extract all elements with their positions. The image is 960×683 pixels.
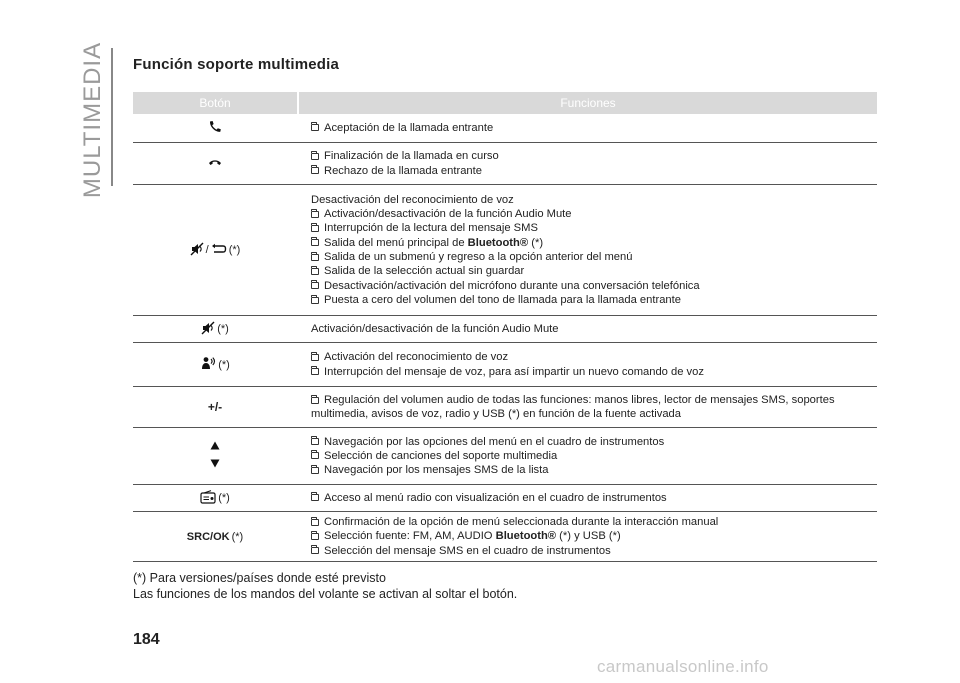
table-row	[133, 428, 877, 485]
function-item	[311, 529, 877, 543]
button-cell	[133, 143, 297, 184]
function-text: Navegación por los mensajes SMS de la lista	[324, 464, 549, 477]
function-item	[311, 393, 877, 422]
button-label	[190, 242, 241, 259]
button-cell	[133, 343, 297, 386]
bullet-icon	[311, 354, 319, 361]
bullet-icon	[311, 533, 319, 540]
function-text: Interrupción de la lectura del mensaje SMS	[324, 222, 538, 235]
page-title: Función soporte multimedia	[133, 56, 340, 73]
function-item	[311, 515, 877, 529]
function-text: Selección de canciones del soporte multimedia	[324, 449, 558, 462]
functions-cell	[297, 428, 877, 484]
functions-cell	[297, 143, 877, 184]
function-item	[311, 250, 877, 264]
table-row	[133, 143, 877, 185]
functions-cell	[297, 114, 877, 142]
button-label	[187, 531, 243, 543]
function-item	[311, 207, 877, 221]
function-item	[311, 193, 877, 207]
table-row	[133, 185, 877, 316]
function-item	[311, 544, 877, 558]
button-label	[201, 321, 229, 338]
bullet-icon	[311, 467, 319, 474]
arrow-up-icon	[210, 441, 220, 453]
section-side-label: MULTIMEDIA	[79, 41, 107, 199]
table-row	[133, 387, 877, 428]
bullet-icon	[311, 254, 319, 261]
function-text: Navegación por las opciones del menú en el cuadro de instrumentos	[324, 435, 665, 448]
function-item	[311, 293, 877, 307]
function-text: Activación/desactivación de la función Audio Mute	[311, 322, 559, 335]
button-label	[208, 120, 222, 137]
header-functions: Funciones	[560, 96, 616, 110]
page-number: 184	[133, 631, 160, 648]
separator: /	[205, 244, 209, 256]
bullet-icon	[311, 297, 319, 304]
function-text: Activación del reconocimiento de voz	[324, 351, 509, 364]
function-item	[311, 491, 877, 505]
function-item	[311, 236, 877, 250]
bullet-icon	[311, 167, 319, 174]
button-cell	[133, 316, 297, 342]
button-name: +/-	[207, 400, 223, 414]
table-row	[133, 512, 877, 562]
table-row	[133, 343, 877, 387]
bullet-icon	[311, 368, 319, 375]
header-button: Botón	[133, 92, 299, 114]
footnotes	[133, 570, 517, 602]
watermark: carmanualsonline.info	[597, 657, 769, 676]
bullet-icon	[311, 494, 319, 501]
bluetooth-brand: Bluetooth®	[495, 530, 557, 543]
function-item	[311, 164, 877, 178]
bluetooth-brand: Bluetooth®	[467, 236, 529, 249]
bullet-icon	[311, 225, 319, 232]
function-text: Desactivación del reconocimiento de voz	[311, 193, 514, 206]
function-text: Puesta a cero del volumen del tono de llamada para la llamada entrante	[324, 293, 681, 306]
bullet-icon	[311, 397, 319, 404]
button-cell	[133, 485, 297, 511]
table-row	[133, 485, 877, 512]
section-divider	[111, 48, 113, 186]
availability-note: (*)	[231, 530, 244, 543]
functions-table	[133, 92, 877, 562]
bullet-icon	[311, 547, 319, 554]
availability-note: (*)	[228, 244, 241, 256]
function-item	[311, 463, 877, 477]
function-text: Salida del menú principal de	[324, 236, 468, 249]
function-item	[311, 149, 877, 163]
function-text: Acceso al menú radio con visualización en el cuadro de instrumentos	[324, 491, 667, 504]
button-label	[200, 490, 230, 507]
function-text-suffix: (*) y USB (*)	[556, 530, 621, 543]
function-text: Aceptación de la llamada entrante	[324, 121, 494, 134]
bullet-icon	[311, 153, 319, 160]
function-text: Regulación del volumen audio de todas las funciones: manos libres, lector de mensajes SMS, soportes multimedia, avisos de voz, radio y USB (*) en función de la fuente activada	[311, 393, 835, 420]
function-text: Finalización de la llamada en curso	[324, 150, 499, 163]
return-icon	[211, 243, 227, 258]
availability-note: (*)	[218, 358, 230, 371]
function-item	[311, 435, 877, 449]
functions-cell	[297, 485, 877, 511]
bullet-icon	[311, 268, 319, 275]
button-label	[208, 400, 222, 414]
function-text: Interrupción del mensaje de voz, para así impartir un nuevo comando de voz	[324, 365, 704, 378]
phone-hangup-icon	[208, 157, 222, 170]
functions-cell	[297, 387, 877, 427]
button-label	[208, 157, 222, 170]
availability-note: (*)	[218, 492, 230, 504]
functions-cell	[297, 343, 877, 386]
function-text: Confirmación de la opción de menú seleccionada durante la interacción manual	[324, 516, 719, 529]
button-cell	[133, 512, 297, 561]
bullet-icon	[311, 239, 319, 246]
button-cell	[133, 185, 297, 315]
functions-cell	[297, 185, 877, 315]
function-item	[311, 365, 877, 379]
button-name: SRC/OK	[186, 530, 230, 543]
bullet-icon	[311, 438, 319, 445]
table-header	[133, 92, 877, 114]
function-item	[311, 121, 877, 135]
button-cell	[133, 428, 297, 484]
function-text-suffix: (*)	[528, 236, 544, 249]
availability-note: (*)	[217, 323, 229, 335]
function-text: Desactivación/activación del micrófono durante una conversación telefónica	[324, 279, 700, 292]
functions-cell	[297, 512, 877, 561]
function-text: Activación/desactivación de la función Audio Mute	[324, 208, 572, 221]
table-body	[133, 114, 877, 562]
footnote-versions: (*) Para versiones/países donde esté previsto	[133, 571, 386, 585]
bullet-icon	[311, 211, 319, 218]
function-item	[311, 350, 877, 364]
mute-icon	[190, 242, 204, 259]
function-item	[311, 264, 877, 278]
function-text: Salida de un submenú y regreso a la opción anterior del menú	[324, 251, 633, 263]
function-text: Selección del mensaje SMS en el cuadro de instrumentos	[324, 544, 611, 557]
function-text: Salida de la selección actual sin guardar	[324, 265, 525, 278]
mute-icon	[201, 321, 215, 338]
bullet-icon	[311, 519, 319, 526]
function-item	[311, 449, 877, 463]
function-item	[311, 322, 877, 336]
table-row	[133, 114, 877, 143]
voice-icon	[200, 356, 216, 373]
function-item	[311, 221, 877, 235]
functions-cell	[297, 316, 877, 342]
button-cell	[133, 387, 297, 427]
function-item	[311, 279, 877, 293]
radio-menu-icon	[200, 490, 216, 507]
bullet-icon	[311, 282, 319, 289]
footnote-release: Las funciones de los mandos del volante se activan al soltar el botón.	[133, 587, 518, 601]
function-text: Selección fuente: FM, AM, AUDIO	[324, 530, 496, 543]
bullet-icon	[311, 124, 319, 131]
arrow-down-icon	[210, 459, 220, 471]
button-label	[200, 356, 230, 373]
bullet-icon	[311, 452, 319, 459]
button-cell	[133, 114, 297, 142]
function-text: Rechazo de la llamada entrante	[324, 164, 482, 177]
phone-accept-icon	[208, 120, 222, 137]
table-row	[133, 316, 877, 343]
